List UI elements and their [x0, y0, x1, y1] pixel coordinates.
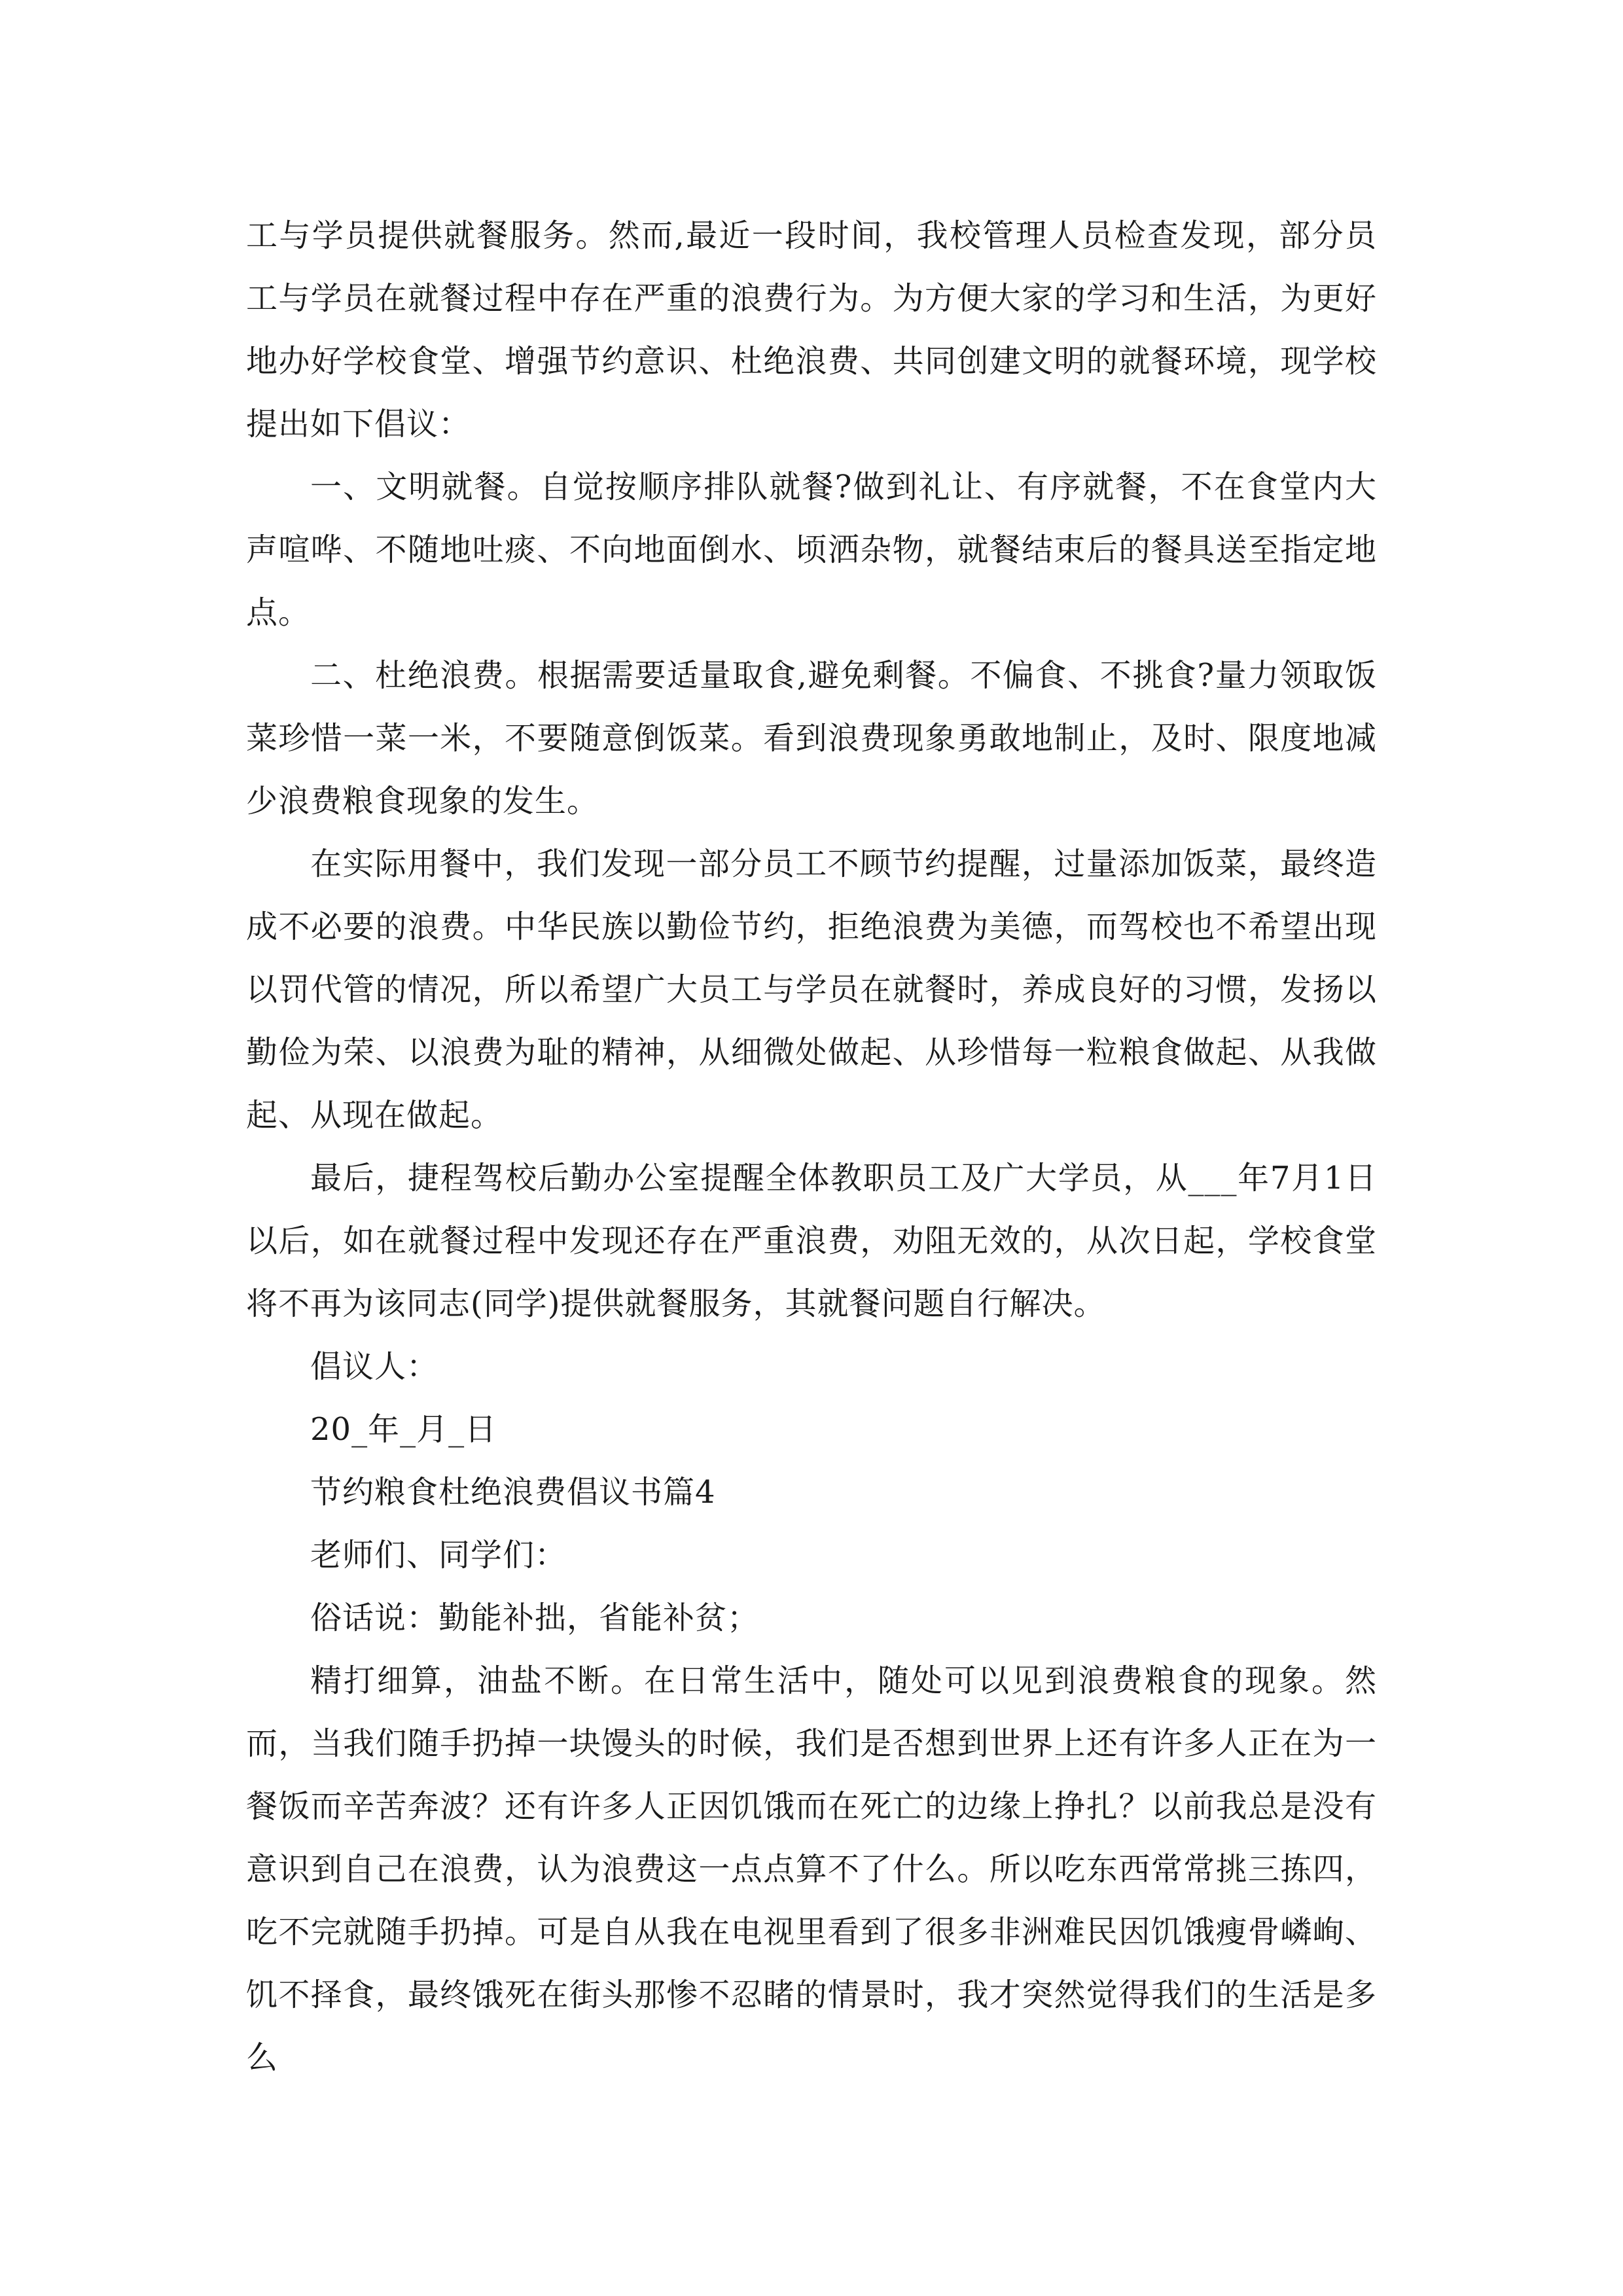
paragraph-item-1: 一、文明就餐。自觉按顺序排队就餐?做到礼让、有序就餐，不在食堂内大声喧哗、不随地吐痰、不向地面倒水、顷洒杂物，就餐结束后的餐具送至指定地点。 [246, 469, 1377, 631]
paragraph-item-2: 二、杜绝浪费。根据需要适量取食,避免剩餐。不偏食、不挑食?量力领取饭菜珍惜一菜一米，不要随意倒饭菜。看到浪费现象勇敢地制止，及时、限度地减少浪费粮食现象的发生。 [246, 657, 1377, 819]
paragraph-intro: 工与学员提供就餐服务。然而,最近一段时间，我校管理人员检查发现，部分员工与学员在就餐过程中存在严重的浪费行为。为方便大家的学习和生活，为更好地办好学校食堂、增强节约意识、杜绝浪费、共同创建文明的就餐环境，现学校提出如下倡议： [246, 217, 1377, 442]
paragraph-practice: 在实际用餐中，我们发现一部分员工不顾节约提醒，过量添加饭菜，最终造成不必要的浪费。中华民族以勤俭节约，拒绝浪费为美德，而驾校也不希望出现以罚代管的情况，所以希望广大员工与学员在就餐时，养成良好的习惯，发扬以勤俭为荣、以浪费为耻的精神，从细微处做起、从珍惜每一粒粮食做起、从我做起、从现在做起。 [246, 846, 1377, 1134]
date-line: 20_年_月_日 [310, 1411, 497, 1448]
proverb: 俗话说：勤能补拙，省能补贫； [310, 1600, 760, 1636]
greeting: 老师们、同学们： [310, 1537, 567, 1573]
signature-label: 倡议人： [310, 1348, 439, 1385]
document-body [246, 204, 1377, 2089]
paragraph-conclusion: 最后，捷程驾校后勤办公室提醒全体教职员工及广大学员，从___年7月1日以后，如在就餐过程中发现还存在严重浪费，劝阻无效的，从次日起，学校食堂将不再为该同志(同学)提供就餐服务，其就餐问题自行解决。 [246, 1160, 1377, 1322]
section-title: 节约粮食杜绝浪费倡议书篇4 [310, 1474, 716, 1511]
paragraph-last: 精打细算，油盐不断。在日常生活中，随处可以见到浪费粮食的现象。然而，当我们随手扔掉一块馒头的时候，我们是否想到世界上还有许多人正在为一餐饭而辛苦奔波？还有许多人正因饥饿而在死亡的边缘上挣扎？以前我总是没有意识到自己在浪费，认为浪费这一点点算不了什么。所以吃东西常常挑三拣四，吃不完就随手扔掉。可是自从我在电视里看到了很多非洲难民因饥饿瘦骨嶙峋、饥不择食，最终饿死在街头那惨不忍睹的情景时，我才突然觉得我们的生活是多么 [246, 1662, 1377, 2076]
